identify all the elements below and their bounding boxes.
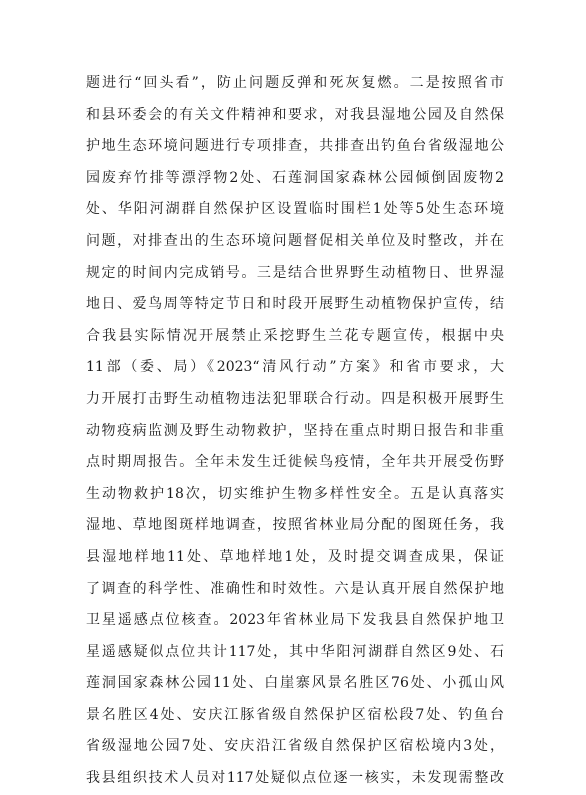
text-line: 地日、爱鸟周等特定节日和时段开展野生动植物保护宣传，结	[86, 296, 504, 313]
body-text	[86, 68, 504, 795]
text-line: 11部（委、局）《2023“清风行动”方案》和省市要求，大	[86, 359, 504, 376]
text-line: 景名胜区4处、安庆江豚省级自然保护区宿松段7处、钓鱼台	[86, 706, 504, 723]
text-line: 莲洞国家森林公园11处、白崖寨风景名胜区76处、小孤山风	[86, 675, 504, 692]
text-line: 问题，对排查出的生态环境问题督促相关单位及时整改，并在	[86, 232, 504, 249]
text-line: 县湿地样地11处、草地样地1处，及时提交调查成果，保证	[86, 548, 504, 565]
text-line: 我县组织技术人员对117处疑似点位逐一核实，未发现需整改	[86, 770, 504, 787]
text-line: 题进行“回头看”，防止问题反弹和死灰复燃。二是按照省市	[86, 75, 504, 91]
text-line: 护地生态环境问题进行专项排查，共排查出钓鱼台省级湿地公	[86, 138, 504, 155]
text-line: 点时期周报告。全年未发生迁徙候鸟疫情，全年共开展受伤野	[86, 454, 504, 471]
text-line: 湿地、草地图斑样地调查，按照省林业局分配的图斑任务，我	[86, 517, 504, 534]
text-line: 动物疫病监测及野生动物救护，坚持在重点时期日报告和非重	[86, 422, 504, 439]
text-line: 处、华阳河湖群自然保护区设置临时围栏1处等5处生态环境	[86, 201, 504, 218]
text-line: 星遥感疑似点位共计117处，其中华阳河湖群自然区9处、石	[86, 643, 504, 660]
text-line: 和县环委会的有关文件精神和要求，对我县湿地公园及自然保	[86, 106, 504, 123]
text-line: 园废弃竹排等漂浮物2处、石莲洞国家森林公园倾倒固废物2	[86, 169, 504, 186]
text-line: 生动物救护18次，切实维护生物多样性安全。五是认真落实	[86, 485, 504, 502]
text-line: 了调查的科学性、准确性和时效性。六是认真开展自然保护地	[86, 580, 504, 597]
text-line: 卫星遥感点位核查。2023年省林业局下发我县自然保护地卫	[86, 612, 504, 629]
text-line: 规定的时间内完成销号。三是结合世界野生动植物日、世界湿	[86, 264, 504, 281]
text-line: 合我县实际情况开展禁止采挖野生兰花专题宣传，根据中央	[86, 327, 504, 344]
text-line: 力开展打击野生动植物违法犯罪联合行动。四是积极开展野生	[86, 390, 504, 407]
text-line: 省级湿地公园7处、安庆沿江省级自然保护区宿松境内3处，	[86, 738, 504, 755]
